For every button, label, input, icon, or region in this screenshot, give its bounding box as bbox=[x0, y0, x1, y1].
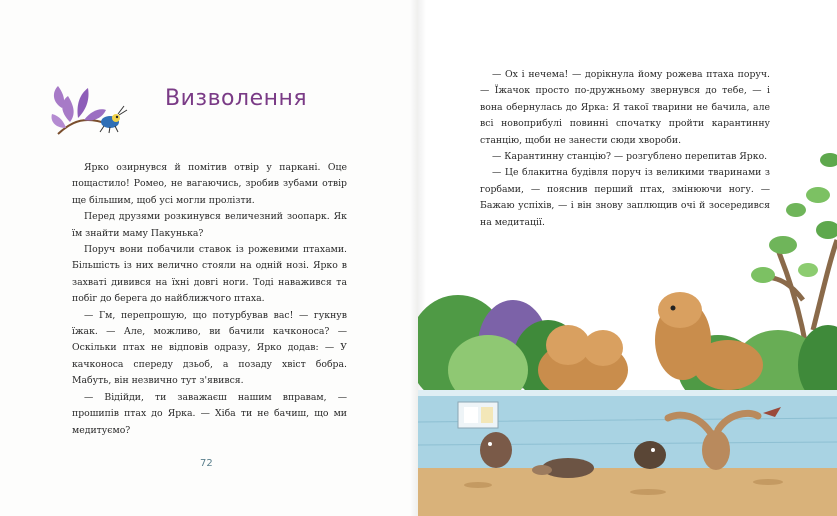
paragraph: Поруч вони побачили ставок із рожевими птахами. Більшість із них велично стояли на одній нозі. Ярко в захваті дивився на їхні довгі ноги. Тоді наважився та побіг до берега до найближчого птаха. bbox=[72, 244, 347, 305]
paragraph: — Карантинну станцію? — розгублено перепитав Ярко. bbox=[492, 151, 768, 163]
paragraph: — Відійди, ти заважаєш нашим вправам, — прошипів птах до Ярка. — Хіба ти не бачиш, що ми медитуємо? bbox=[72, 391, 347, 436]
page-number: 72 bbox=[200, 458, 213, 469]
paragraph: Ярко озирнувся й помітив отвір у паркані. Оце пощастило! Ромео, не вагаючись, зробив зубами отвір ще більшим, щоб усі могли пролізти. bbox=[72, 162, 347, 206]
paragraph: Перед друзями розкинувся величезний зоопарк. Як їм знайти маму Пакунька? bbox=[72, 211, 347, 239]
left-page-text bbox=[72, 160, 347, 439]
paragraph: — Ох і нечема! — дорікнула йому рожева птаха поруч. — Їжачок просто по-дружньому звернувся до тебе, — і вона обернулась до Ярка: Я такої тварини не бачила, але всі новоприбулі повинні спочатку пройти карантинну станцію, щоби не занести сюди хвороби. bbox=[480, 69, 770, 146]
chapter-title: Визволення bbox=[165, 86, 308, 111]
purple-leaf-branch-with-bug-icon bbox=[48, 72, 128, 138]
ground bbox=[418, 468, 837, 516]
camels-illustration bbox=[538, 292, 763, 400]
paragraph: — Це блакитна будівля поруч із великими тваринами з горбами, — пояснив перший птах, змінюючи ногу. — Бажаю успіхів, — і він знову заплющив очі й зосередився на медитації. bbox=[480, 167, 770, 228]
paragraph: — Гм, перепрошую, що потурбував вас! — гукнув їжак. — Але, можливо, ви бачили качконоса? — Оскільки птах не відповів одразу, Ярко додав: — У качконоса спереду дзьоб, а позаду хвіст бобра. Мабуть, він незвично тут з'явився. bbox=[72, 309, 347, 387]
zoo-illustration bbox=[418, 100, 837, 516]
